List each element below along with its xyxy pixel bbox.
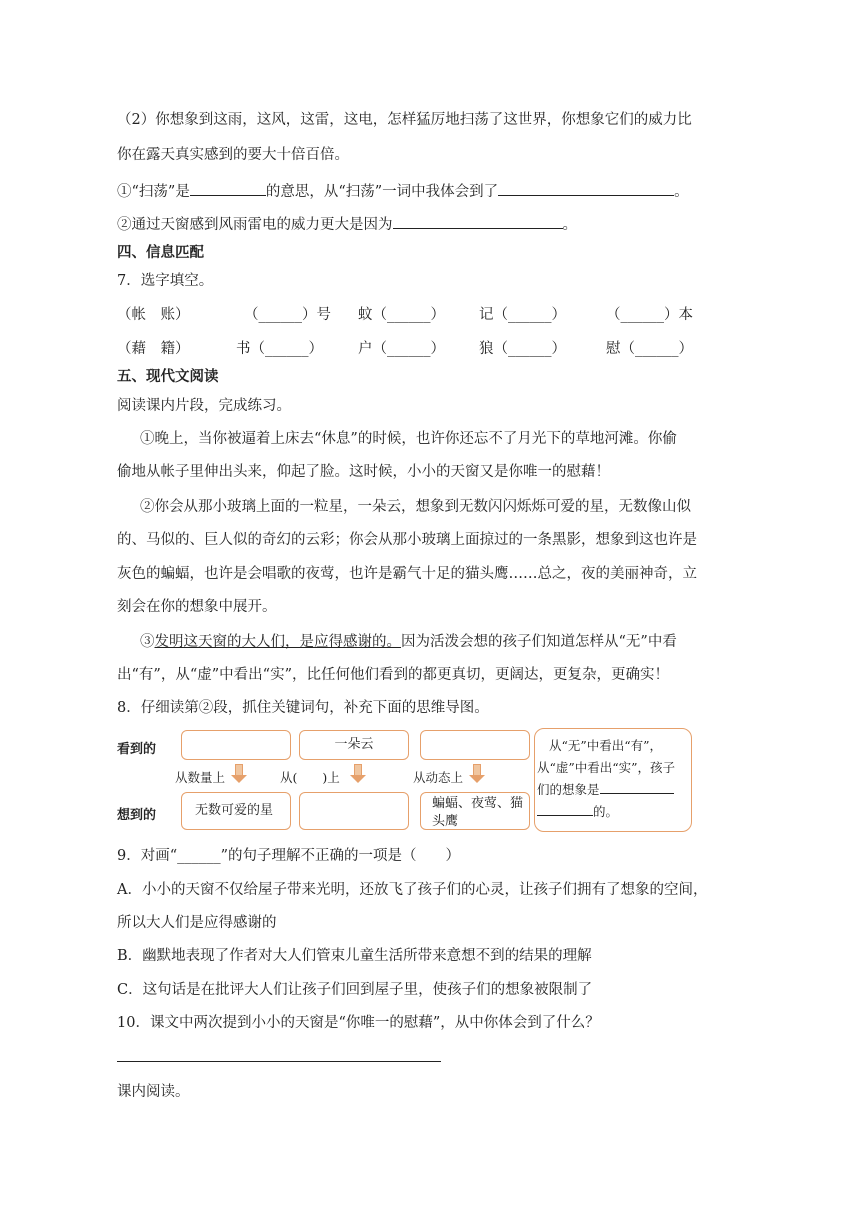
q9-title: 9．对画“______”的句子理解不正确的一项是（ ） [117,848,461,864]
q9-option-a[interactable]: A．小小的天窗不仅给屋子带来光明，还放飞了孩子们的心灵，让孩子们拥有了想象的空间， [117,882,708,898]
down-arrow-icon [234,764,244,783]
q7-cell: （藉 籍） [117,341,190,357]
section-5-heading: 五、现代文阅读 [117,369,219,385]
answer-blank[interactable] [393,214,563,229]
passage-p2-line: 灰色的蝙蝠，也许是会唱歌的夜莺，也许是霸气十足的猫头鹰……总之，夜的美丽神奇，立 [117,566,697,582]
underlined-sentence: 发明这天窗的大人们，是应得感谢的。 [154,634,401,650]
q7-cell[interactable]: 慰（______） [606,341,693,357]
q8-title: 8．仔细读第②段，抓住关键词句，补充下面的思维导图。 [117,700,489,716]
q10-answer-line[interactable] [117,1061,441,1062]
next-section-label: 课内阅读。 [117,1084,190,1100]
q9-option-a-cont: 所以大人们是应得感谢的 [117,915,277,931]
q7-cell[interactable]: 户（______） [358,341,445,357]
mind-map [117,726,692,836]
q9-option-c[interactable]: C．这句话是在批评大人们让孩子们回到屋子里，使孩子们的想象被限制了 [117,982,593,998]
passage-p1-line: ①晚上，当你被逼着上床去“休息”的时候，也许你还忘不了月光下的草地河滩。你偷 [140,431,677,447]
answer-blank[interactable] [498,181,674,196]
by-dynamic-label: 从动态上 [413,770,464,785]
q10-title: 10．课文中两次提到小小的天窗是“你唯一的慰藉”，从中你体会到了什么？ [117,1015,600,1031]
passage-p2-line: 的、马似的、巨人似的奇幻的云彩；你会从那小玻璃上面掠过的一条黑影，想象到这也许是 [117,532,697,548]
thought-box-stars: 无数可爱的星 [181,792,291,830]
q7-cell[interactable]: 狼（______） [479,341,566,357]
answer-blank[interactable] [190,181,266,196]
down-arrow-icon [353,764,363,783]
q7-cell[interactable]: 记（______） [479,307,566,323]
thought-label: 想到的 [117,808,157,823]
section-4-heading: 四、信息匹配 [117,245,204,261]
q7-cell: （帐 账） [117,307,190,323]
thought-box-2[interactable] [299,792,409,830]
q7-cell[interactable]: （______）本 [606,307,693,323]
q2-subquestion-2: ②通过天窗感到风雨雷电的威力更大是因为 。 [117,214,577,235]
passage-p3-line: ③发明这天窗的大人们，是应得感谢的。因为活泼会想的孩子们知道怎样从“无”中看 [140,634,677,650]
q7-title: 7．选字填空。 [117,273,214,289]
answer-blank[interactable] [537,803,593,816]
q7-cell[interactable]: 蚊（______） [358,307,445,323]
down-arrow-icon [472,764,482,783]
q9-option-b[interactable]: B．幽默地表现了作者对大人们管束儿童生活所带来意想不到的结果的理解 [117,948,592,964]
q2-line2: 你在露天真实感到的要大十倍百倍。 [117,147,349,163]
seen-box-cloud: 一朵云 [299,730,409,760]
q2-line1: （2）你想象到这雨，这风，这雷，这电，怎样猛厉地扫荡了这世界，你想象它们的威力比 [117,112,692,128]
q7-cell[interactable]: 书（______） [236,341,323,357]
by-aspect-label: 从( )上 [280,770,340,785]
passage-p2-line: ②你会从那小玻璃上面的一粒星，一朵云，想象到无数闪闪烁烁可爱的星，无数像山似 [140,499,691,515]
answer-blank[interactable] [600,781,674,794]
q7-cell[interactable]: （______）号 [244,307,331,323]
seen-label: 看到的 [117,742,157,757]
by-quantity-label: 从数量上 [175,770,226,785]
seen-box-3[interactable] [420,730,530,760]
reading-intro: 阅读课内片段，完成练习。 [117,398,291,414]
passage-p3-line: 出“有”，从“虚”中看出“实”，比任何他们看到的都更真切，更阔达，更复杂，更确实！ [117,667,669,683]
passage-p2-line: 刻会在你的想象中展开。 [117,599,277,615]
seen-box-1[interactable] [181,730,291,760]
conclusion-callout: 从“无”中看出“有”， 从“虚”中看出“实”，孩子 们的想象是 的。 [534,728,692,832]
thought-box-animals: 蝙蝠、夜莺、猫头鹰 [420,792,530,830]
passage-p1-line: 偷地从帐子里伸出头来，仰起了脸。这时候，小小的天窗又是你唯一的慰藉！ [117,464,610,480]
q2-subquestion-1: ①“扫荡”是 的意思，从“扫荡”一词中我体会到了 。 [117,181,689,202]
